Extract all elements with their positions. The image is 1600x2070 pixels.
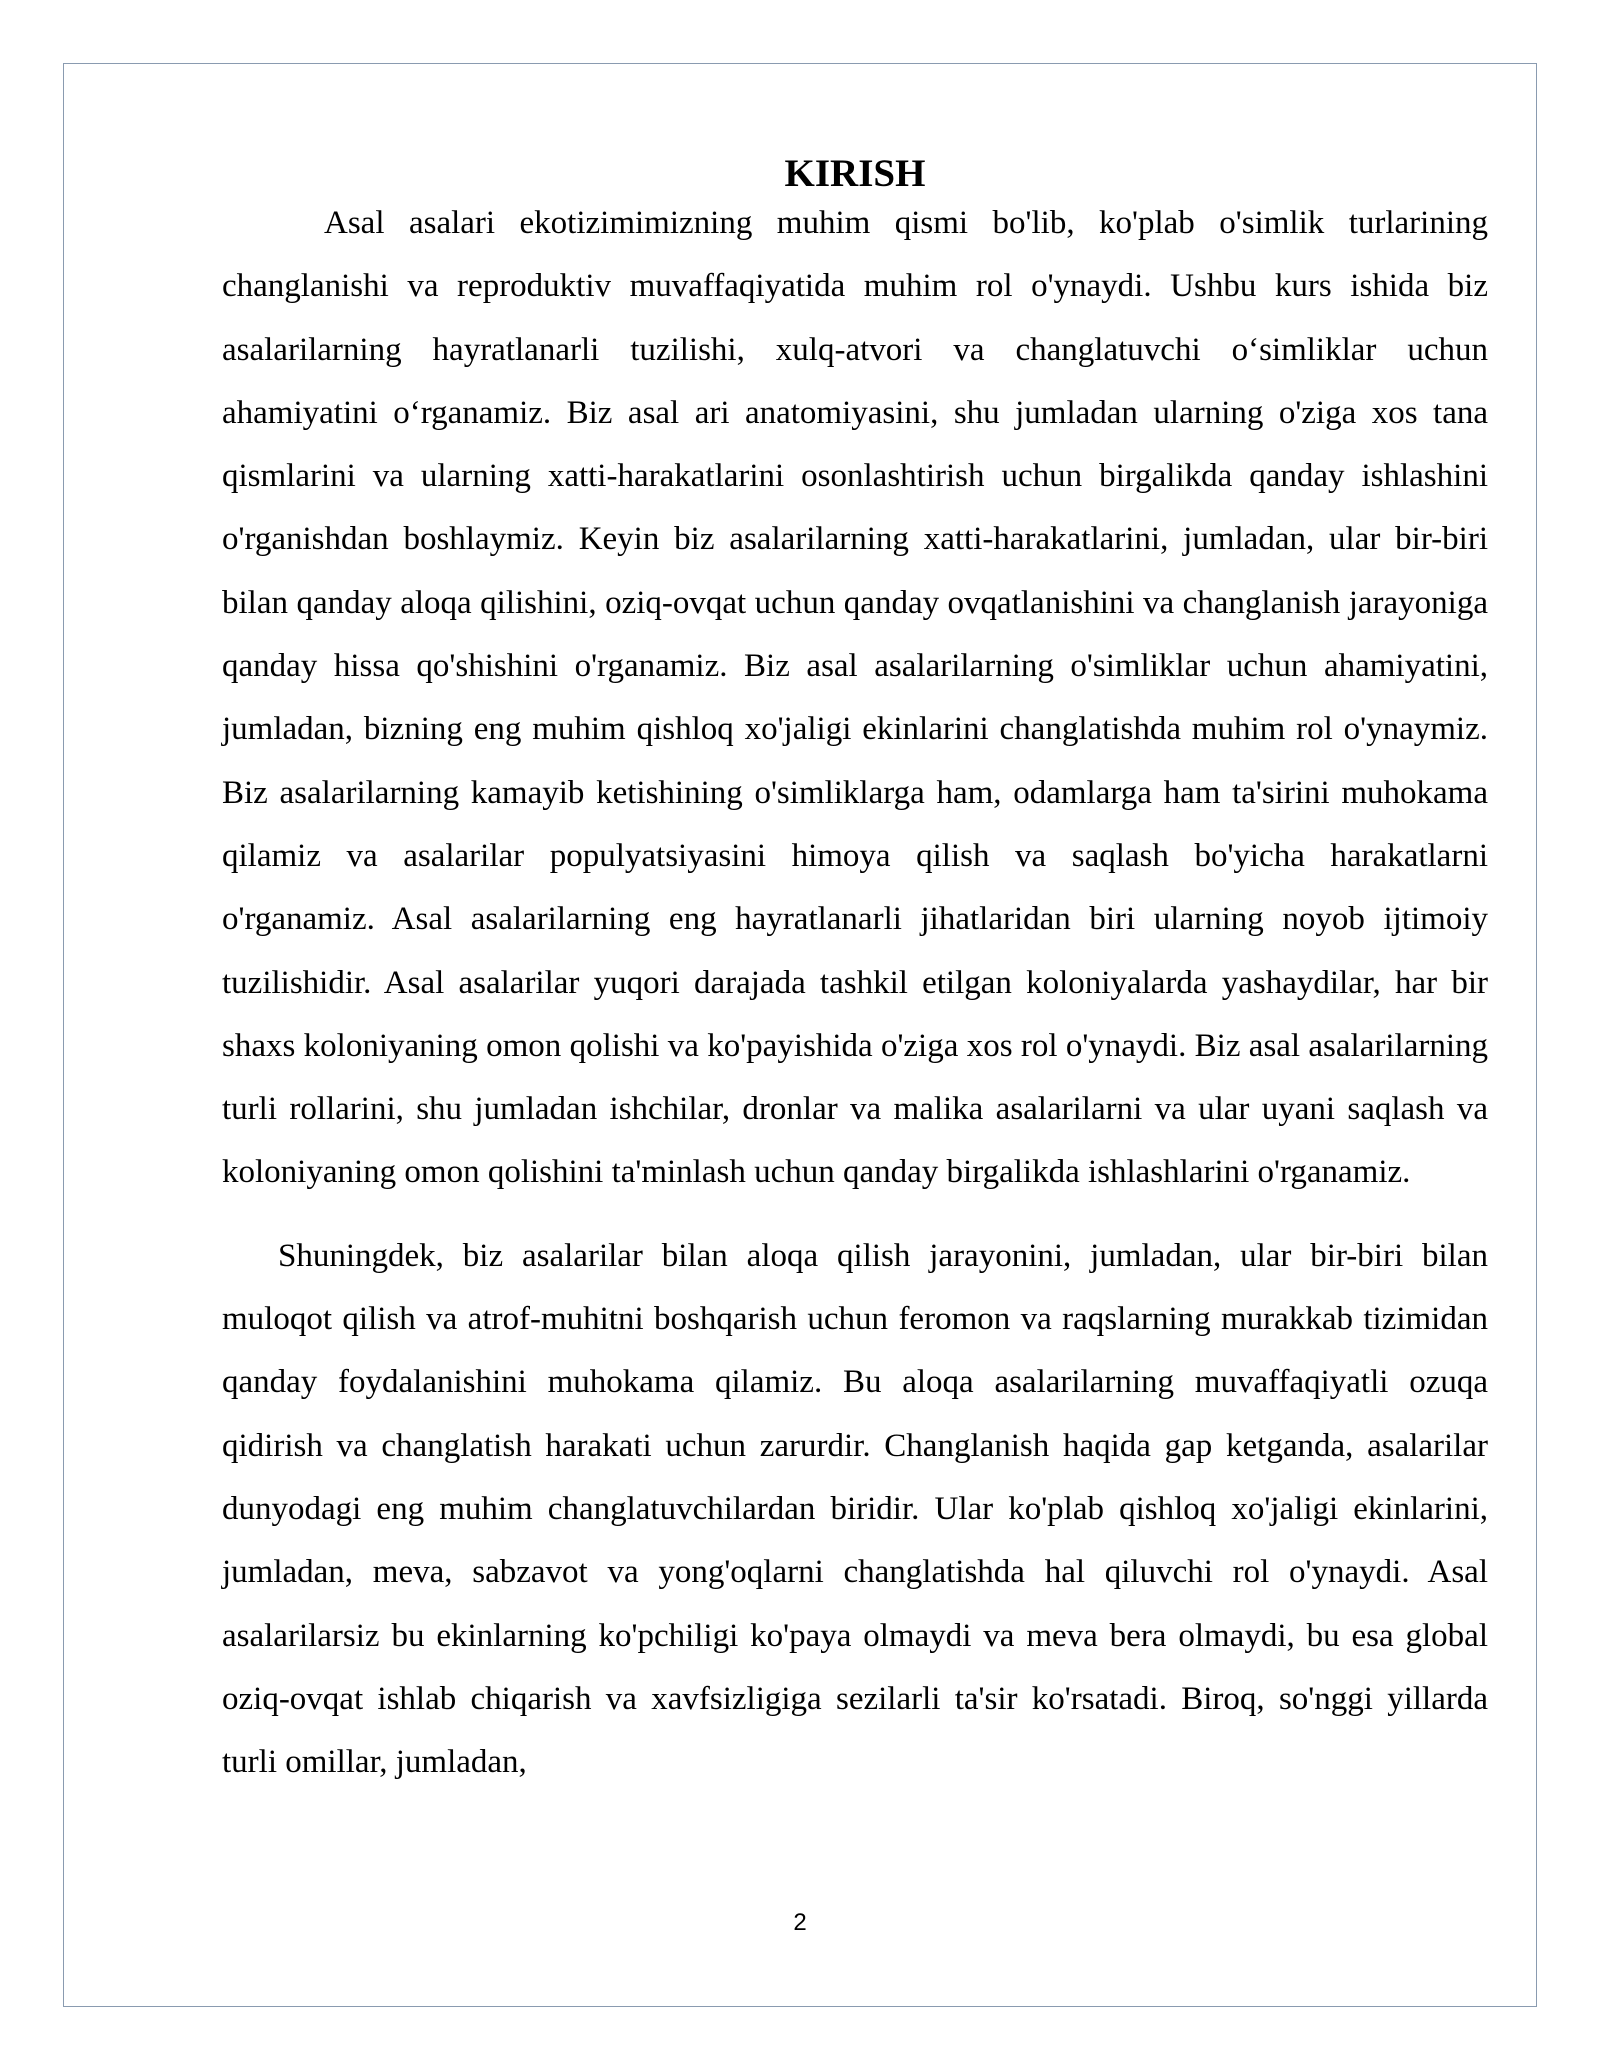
page-number: 2 [793,1909,807,1936]
page-title: KIRISH [784,152,926,195]
page-content [222,144,1488,1794]
paragraph-communication: Shuningdek, biz asalarilar bilan aloqa qilish jarayonini, jumladan, ular bir-biri bilan muloqot qilish va atrof-muhitni boshqarish uchun feromon va raqslarning murakkab tizimidan qanday foydalanishini muhokama qilamiz. Bu aloqa asalarilarning muvaffaqiyatli ozuqa qidirish va changlatish harakati uchun zarurdir. Changlanish haqida gap ketganda, asalarilar dunyodagi eng muhim changlatuvchilardan biridir. Ular ko'plab qishloq xo'jaligi ekinlarini, jumladan, meva, sabzavot va yong'oqlarni changlatishda hal qiluvchi rol o'ynaydi. Asal asalarilarsiz bu ekinlarning ko'pchiligi ko'paya olmaydi va meva bera olmaydi, bu esa global oziq-ovqat ishlab chiqarish va xavfsizligiga sezilarli ta'sir ko'rsatadi. Biroq, so'nggi yillarda turli omillar, jumladan, [222,1237,1488,1781]
paragraph-intro: Asal asalari ekotizimimizning muhim qismi bo'lib, ko'plab o'simlik turlarining changlanishi va reproduktiv muvaffaqiyatida muhim rol o'ynaydi. Ushbu kurs ishida biz asalarilarning hayratlanarli tuzilishi, xulq-atvori va changlatuvchi o‘simliklar uchun ahamiyatini o‘rganamiz. Biz asal ari anatomiyasini, shu jumladan ularning o'ziga xos tana qismlarini va ularning xatti-harakatlarini osonlashtirish uchun birgalikda qanday ishlashini o'rganishdan boshlaymiz. Keyin biz asalarilarning xatti-harakatlarini, jumladan, ular bir-biri bilan qanday aloqa qilishini, oziq-ovqat uchun qanday ovqatlanishini va changlanish jarayoniga qanday hissa qo'shishini o'rganamiz. Biz asal asalarilarning o'simliklar uchun ahamiyatini, jumladan, bizning eng muhim qishloq xo'jaligi ekinlarini changlatishda muhim rol o'ynaymiz. Biz asalarilarning kamayib ketishining o'simliklarga ham, odamlarga ham ta'sirini muhokama qilamiz va asalarilar populyatsiyasini himoya qilish va saqlash bo'yicha harakatlarni o'rganamiz. Asal asalarilarning eng hayratlanarli jihatlaridan biri ularning noyob ijtimoiy tuzilishidir. Asal asalarilar yuqori darajada tashkil etilgan koloniyalarda yashaydilar, har bir shaxs koloniyaning omon qolishi va ko'payishida o'ziga xos rol o'ynaydi. Biz asal asalarilarning turli rollarini, shu jumladan ishchilar, dronlar va malika asalarilarni va ular uyani saqlash va koloniyaning omon qolishini ta'minlash uchun qanday birgalikda ishlashlarini o'rganamiz. [222,205,1488,1191]
